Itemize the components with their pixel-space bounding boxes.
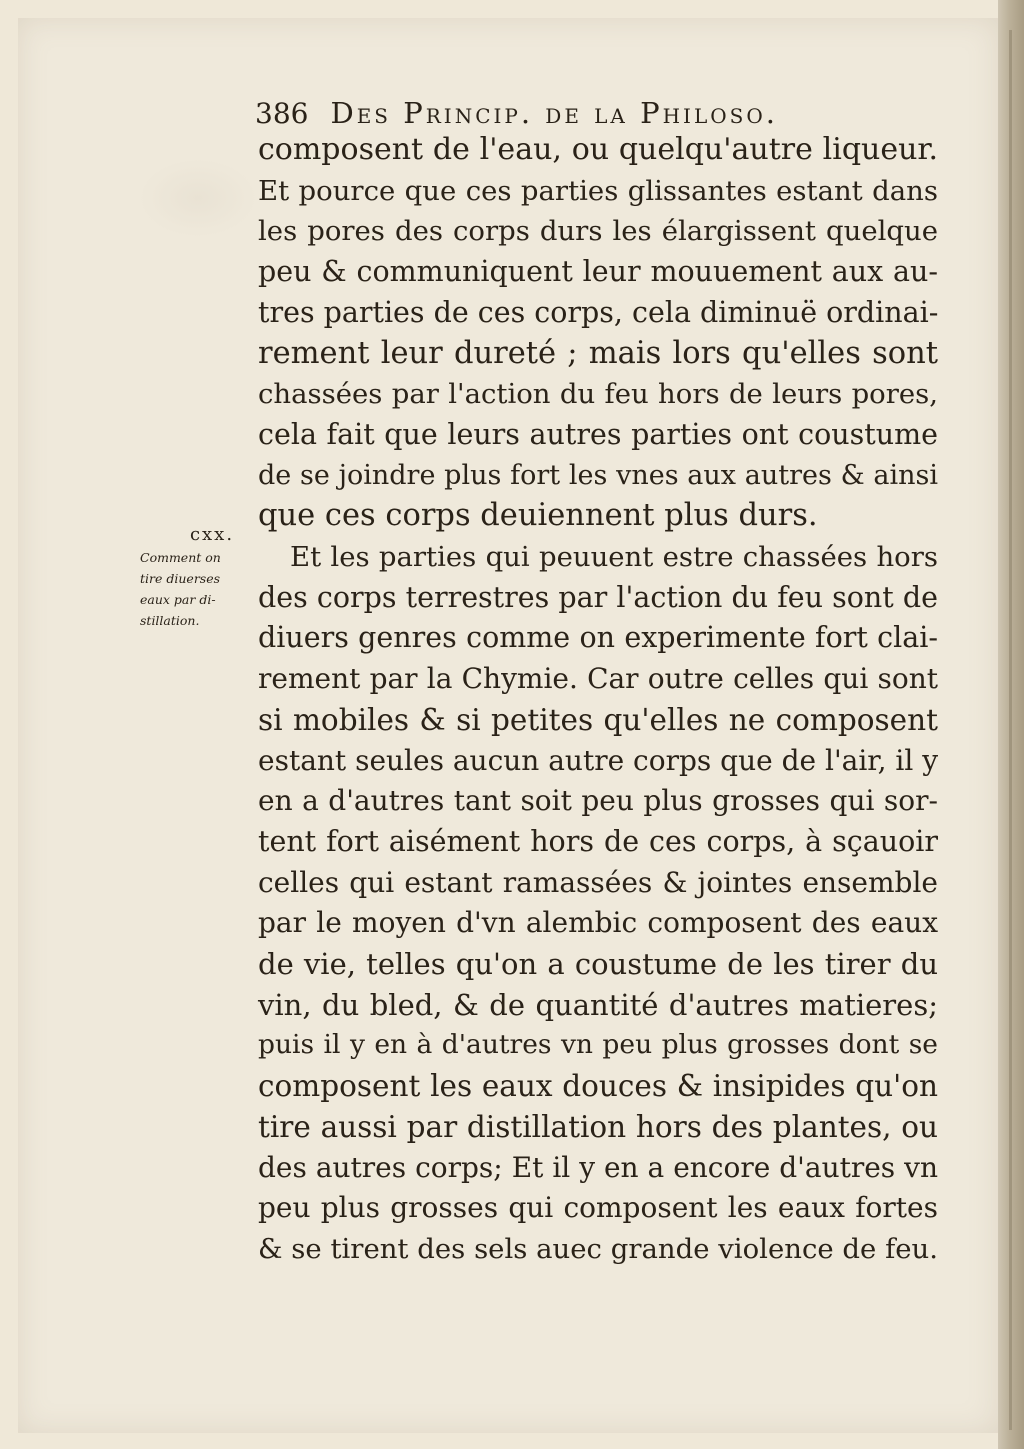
- text-line: les pores des corps durs les élargissent quelque: [258, 215, 938, 248]
- running-title: Des Princip. de la Philoso.: [330, 96, 778, 130]
- text-line: peu plus grosses qui composent les eaux fortes: [258, 1191, 938, 1225]
- text-line: puis il y en à d'autres vn peu plus grosses dont se: [258, 1029, 938, 1061]
- text-line: diuers genres comme on experimente fort clai-: [258, 621, 938, 655]
- ink-bleed-through: [138, 158, 258, 238]
- text-line: Et les parties qui peuuent estre chassées hors: [290, 541, 938, 574]
- body-text: [258, 130, 938, 1270]
- margin-note-line: Comment on: [140, 550, 221, 565]
- text-line: rement par la Chymie. Car outre celles qui sont: [258, 662, 938, 696]
- text-line: tres parties de ces corps, cela diminuë ordinai-: [258, 295, 939, 329]
- margin-note-line: tire diuerses: [140, 571, 221, 586]
- text-line: en a d'autres tant soit peu plus grosses qui sor-: [258, 784, 938, 818]
- text-line: des autres corps; Et il y en a encore d'autres vn: [258, 1150, 938, 1184]
- margin-note: [140, 524, 256, 631]
- text-line: & se tirent des sels auec grande violence de feu.: [258, 1232, 938, 1265]
- page-gutter: [998, 0, 1024, 1449]
- text-line: Et pource que ces parties glissantes estant dans: [258, 174, 938, 207]
- section-number: cxx.: [189, 524, 235, 545]
- text-line: de vie, telles qu'on a coustume de les tirer du: [258, 947, 938, 982]
- text-line: chassées par l'action du feu hors de leurs pores,: [258, 378, 938, 411]
- gutter-edge: [1009, 30, 1012, 1430]
- text-line: tire aussi par distillation hors des plantes, ou: [258, 1109, 938, 1144]
- text-line: des corps terrestres par l'action du feu sont de: [258, 580, 938, 614]
- text-line: si mobiles & si petites qu'elles ne composent: [258, 702, 938, 737]
- margin-note-line: eaux par di-: [140, 592, 216, 607]
- text-line: vin, du bled, & de quantité d'autres matieres;: [258, 987, 938, 1022]
- text-line: par le moyen d'vn alembic composent des eaux: [258, 906, 938, 940]
- text-line: composent les eaux douces & insipides qu'on: [258, 1069, 938, 1104]
- text-line: rement leur dureté ; mais lors qu'elles sont: [258, 335, 938, 371]
- text-line: celles qui estant ramassées & jointes ensemble: [258, 865, 938, 899]
- page-number: 386: [255, 97, 309, 130]
- text-line: estant seules aucun autre corps que de l'air, il y: [258, 743, 939, 777]
- margin-note-line: stillation.: [140, 613, 200, 628]
- text-line: peu & communiquent leur mouuement aux au-: [258, 255, 938, 289]
- text-line: tent fort aisément hors de ces corps, à sçauoir: [258, 824, 938, 858]
- text-line: composent de l'eau, ou quelqu'autre liqueur.: [258, 132, 938, 167]
- margin-note-text: [140, 547, 256, 631]
- text-line: de se joindre plus fort les vnes aux autres & ainsi: [258, 459, 938, 491]
- text-line: cela fait que leurs autres parties ont coustume: [258, 417, 938, 451]
- text-line: que ces corps deuiennent plus durs.: [258, 498, 818, 534]
